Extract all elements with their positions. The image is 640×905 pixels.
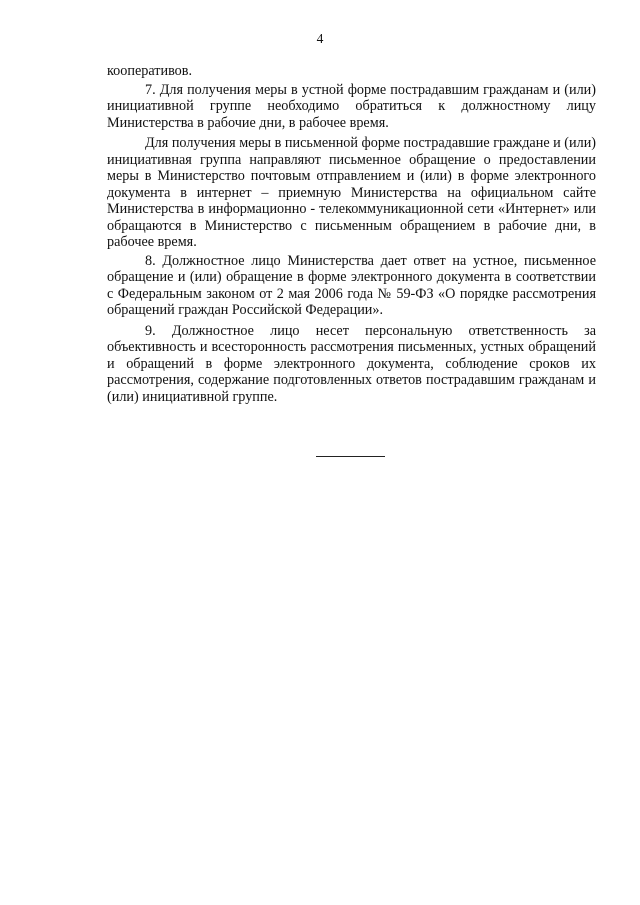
paragraph-continuation: кооперативов. [107,63,193,79]
paragraph-item-9: 9. Должностное лицо несет персональную ответственность за объективность и всесторонность рассмотрения письменных, устных обращений и обращений в форме электронного документа, соблюдение сроков их рассмотрения, содержание подготовленных ответов пострадавшим гражданам и (или) инициативной группе. [107,322,596,405]
paragraph-item-7: 7. Для получения меры в устной форме пострадавшим гражданам и (или) инициативной группе необходимо обратиться к должностному лицу Министерства в рабочие дни, в рабочее время. [107,81,596,131]
page-number: 4 [316,31,324,46]
end-divider-line [316,456,385,457]
document-body [107,63,596,407]
paragraph-written-request: Для получения меры в письменной форме пострадавшие граждане и (или) инициативная группа направляют письменное обращение о предоставлении меры в Министерство почтовым отправлением и (или) в форме электронного документа в интернет – приемную Министерства на официальном сайте Министерства в информационно - телекоммуникационной сети «Интернет» или обращаются в Министерство с письменным обращением в рабочие дни, в рабочее время. [107,135,597,250]
paragraph-item-8: 8. Должностное лицо Министерства дает ответ на устное, письменное обращение и (или) обращение в форме электронного документа в соответствии с Федеральным законом от 2 мая 2006 года № 59-ФЗ «О порядке рассмотрения обращений граждан Российской Федерации». [107,252,596,318]
